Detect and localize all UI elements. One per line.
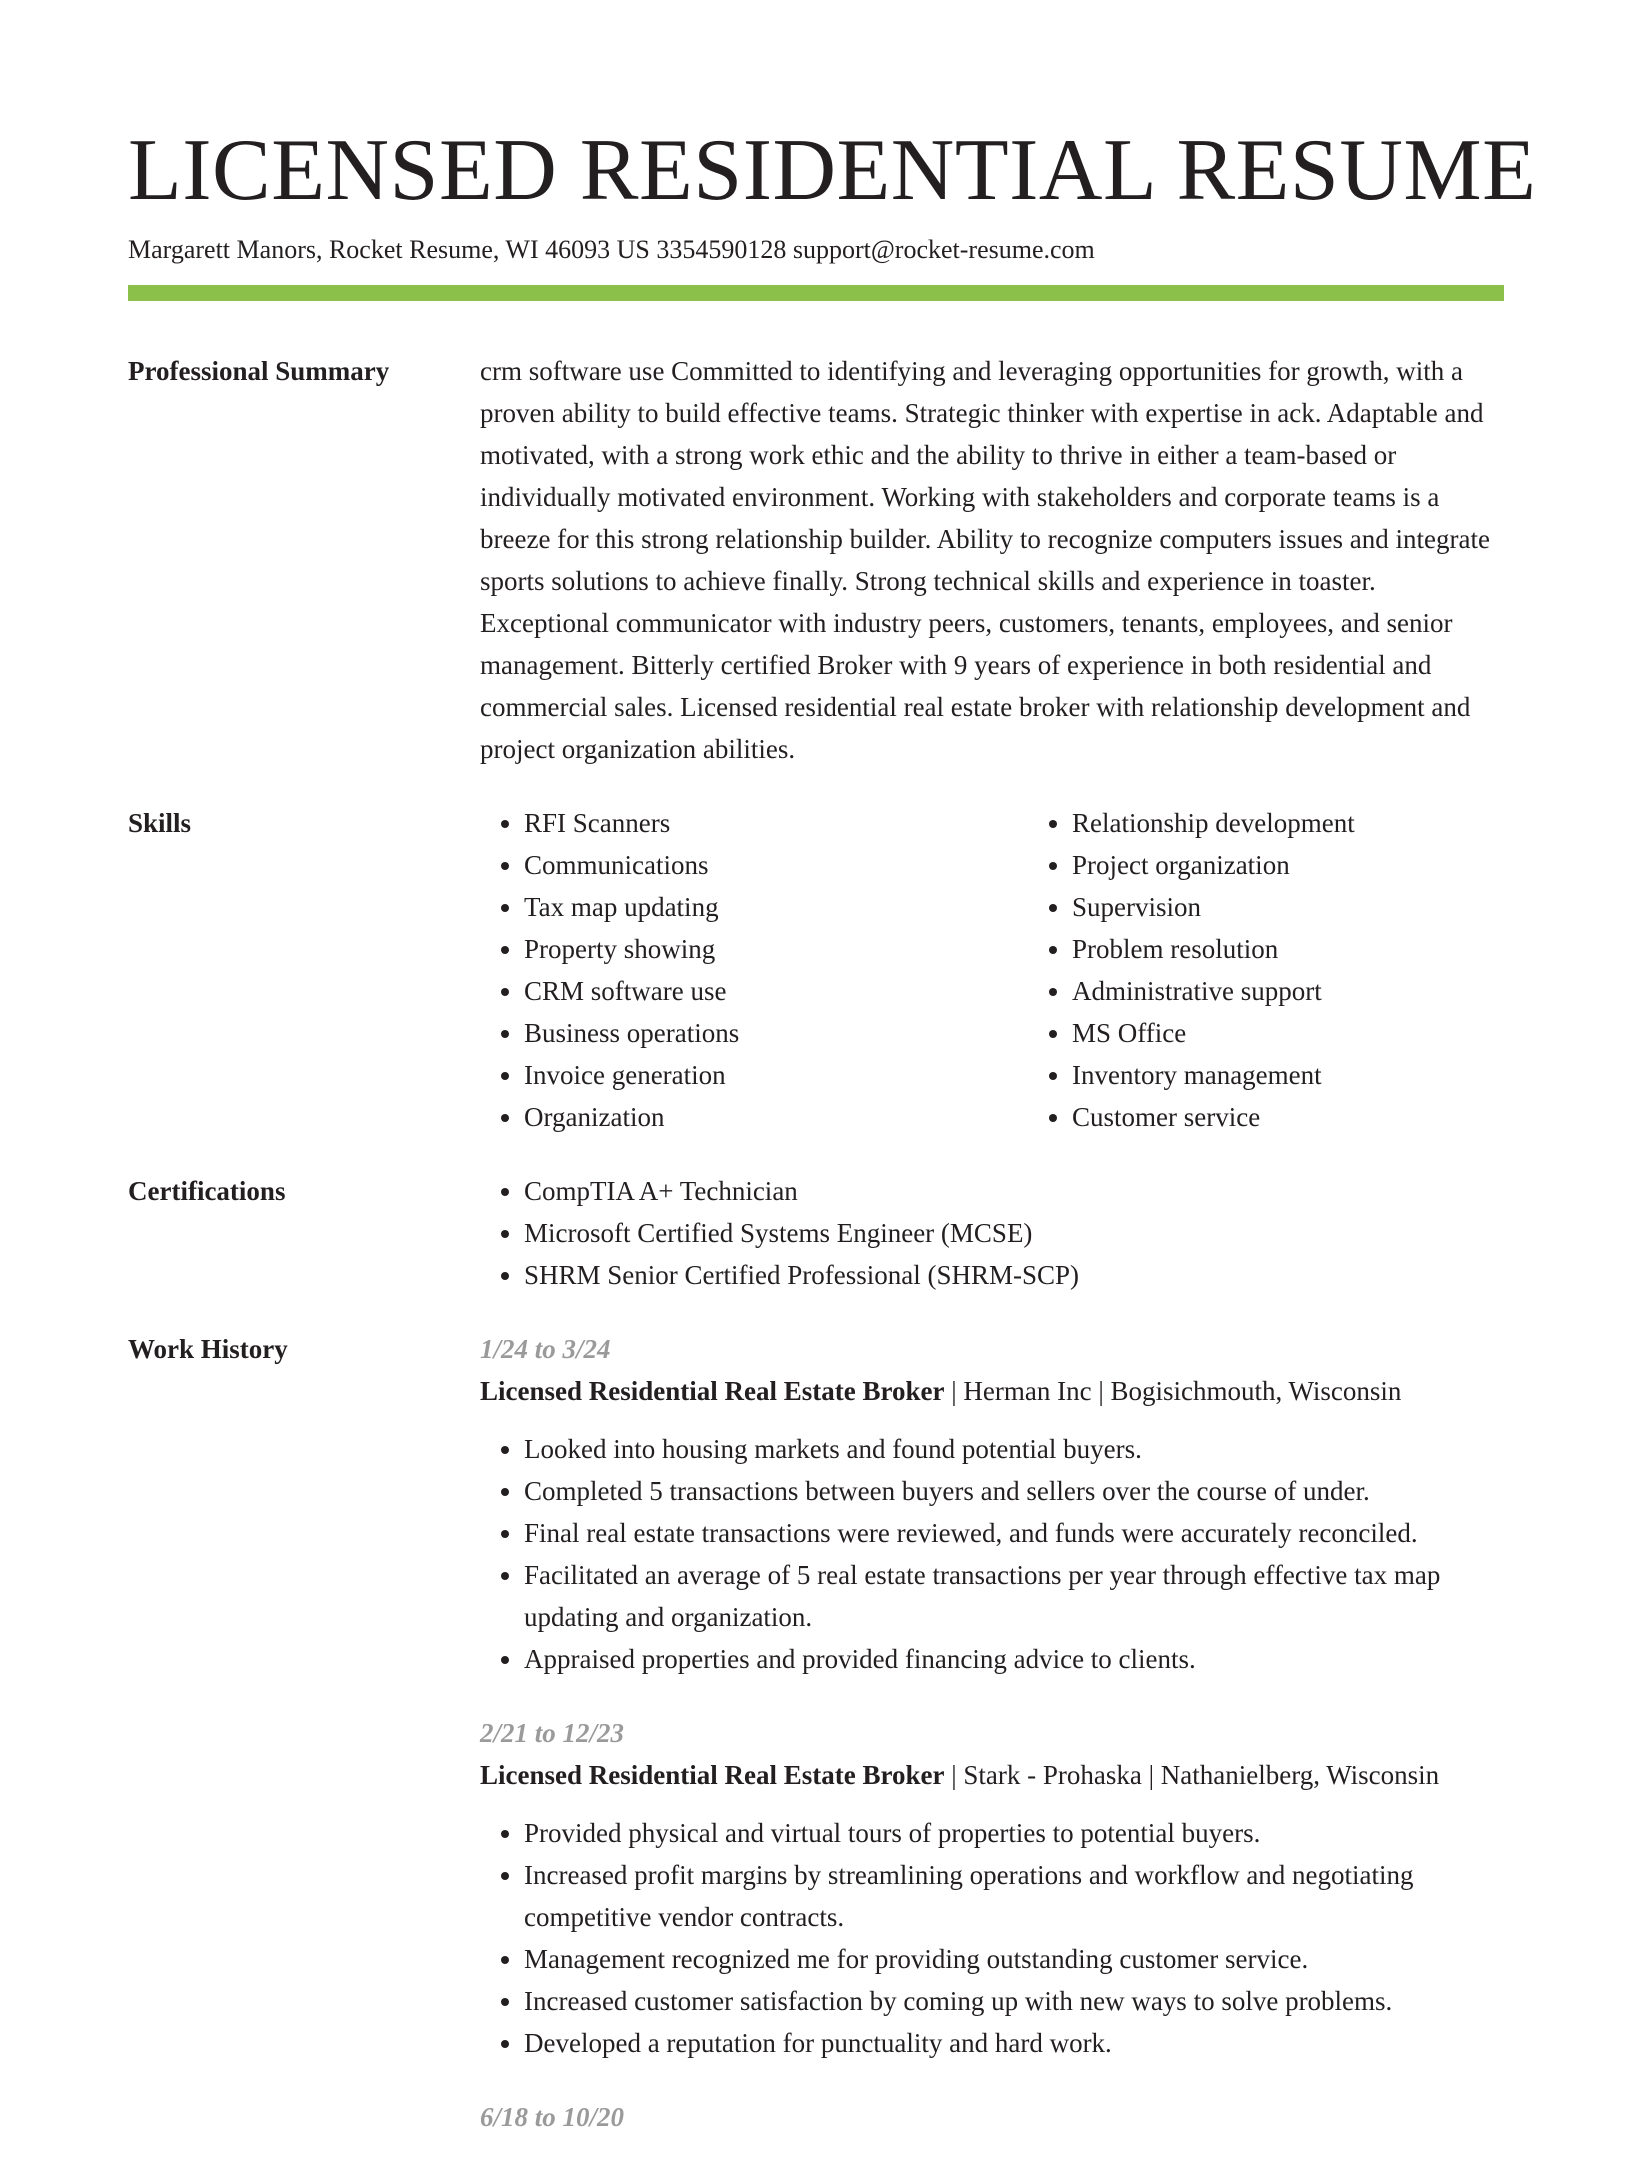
skill-item: • Communications — [524, 844, 1028, 886]
job-entry — [480, 1328, 1504, 1680]
contact-email: support@rocket-resume.com — [792, 235, 1095, 264]
contact-line — [128, 232, 1095, 268]
section-label: Skills — [128, 808, 192, 838]
job-date: 6/18 to 10/20 — [480, 2102, 625, 2132]
certifications-list — [480, 1170, 1504, 1296]
skills-section — [128, 802, 1504, 1138]
job-bullet: • Appraised properties and provided financing advice to clients. — [524, 1638, 1504, 1680]
job-title: Licensed Residential Real Estate Broker — [480, 1760, 945, 1790]
skill-item: • Relationship development — [1072, 802, 1576, 844]
resume-title: LICENSED RESIDENTIAL RESUME — [128, 122, 1537, 219]
job-location: | Bogisichmouth, Wisconsin — [1092, 1376, 1402, 1406]
contact-address: Rocket Resume, WI 46093 US — [328, 235, 650, 264]
section-label: Certifications — [128, 1176, 286, 1206]
skill-item: • Project organization — [1072, 844, 1576, 886]
work-history-section — [128, 1328, 1504, 2138]
section-label: Work History — [128, 1334, 288, 1364]
certifications-section — [128, 1170, 1504, 1296]
summary-text: crm software use Committed to identifying and leveraging opportunities for growth, with a proven ability to build effective teams. Strategic thinker with expertise in ack. Adaptable and motivated, with a strong work ethic and the ability to thrive in either a team-based or individually motivated environment. Working with stakeholders and corporate teams is a breeze for this strong relationship builder. Ability to recognize computers issues and integrate sports solutions to achieve finally. Strong technical skills and experience in toaster. Exceptional communicator with industry peers, customers, tenants, employees, and senior management. Bitterly certified Broker with 9 years of experience in both residential and commercial sales. Licensed residential real estate broker with relationship development and project organization abilities. — [480, 356, 1490, 764]
header-divider — [128, 285, 1504, 301]
section-label: Professional Summary — [128, 356, 390, 386]
job-heading — [480, 1370, 1504, 1412]
skill-item: • Tax map updating — [524, 886, 1028, 928]
skill-item: • Administrative support — [1072, 970, 1576, 1012]
skill-item: • Problem resolution — [1072, 928, 1576, 970]
job-bullet: • Increased customer satisfaction by coming up with new ways to solve problems. — [524, 1980, 1504, 2022]
job-location: | Nathanielberg, Wisconsin — [1142, 1760, 1439, 1790]
professional-summary-section — [128, 350, 1504, 770]
job-bullet: • Developed a reputation for punctuality and hard work. — [524, 2022, 1504, 2064]
contact-phone: 3354590128 — [656, 235, 787, 264]
job-heading — [480, 1754, 1504, 1796]
job-date: 1/24 to 3/24 — [480, 1334, 611, 1364]
job-bullet: • Completed 5 transactions between buyers and sellers over the course of under. — [524, 1470, 1504, 1512]
contact-name: Margarett Manors, — [128, 235, 323, 264]
skill-item: • RFI Scanners — [524, 802, 1028, 844]
skills-columns — [480, 802, 1576, 1138]
skill-item: • Supervision — [1072, 886, 1576, 928]
job-bullet: • Final real estate transactions were reviewed, and funds were accurately reconciled. — [524, 1512, 1504, 1554]
skill-item: • Business operations — [524, 1012, 1028, 1054]
job-entry — [480, 2096, 1504, 2138]
skills-list-right — [1028, 802, 1576, 1138]
job-bullet: • Looked into housing markets and found potential buyers. — [524, 1428, 1504, 1470]
certification-item: • SHRM Senior Certified Professional (SHRM-SCP) — [524, 1254, 1504, 1296]
skill-item: • Customer service — [1072, 1096, 1576, 1138]
skill-item: • CRM software use — [524, 970, 1028, 1012]
job-entry — [480, 1712, 1504, 2064]
job-bullet: • Facilitated an average of 5 real estate transactions per year through effective tax map updating and organization. — [524, 1554, 1504, 1638]
job-company: | Herman Inc — [944, 1376, 1091, 1406]
job-bullet: • Increased profit margins by streamlining operations and workflow and negotiating competitive vendor contracts. — [524, 1854, 1504, 1938]
skill-item: • MS Office — [1072, 1012, 1576, 1054]
resume-sections — [128, 350, 1504, 2170]
job-bullet: • Management recognized me for providing outstanding customer service. — [524, 1938, 1504, 1980]
skill-item: • Inventory management — [1072, 1054, 1576, 1096]
job-bullet: • Provided physical and virtual tours of properties to potential buyers. — [524, 1812, 1504, 1854]
skill-item: • Property showing — [524, 928, 1028, 970]
job-date: 2/21 to 12/23 — [480, 1718, 625, 1748]
skill-item: • Invoice generation — [524, 1054, 1028, 1096]
skills-list-left — [480, 802, 1028, 1138]
job-company: | Stark - Prohaska — [944, 1760, 1141, 1790]
certification-item: • CompTIA A+ Technician — [524, 1170, 1504, 1212]
certification-item: • Microsoft Certified Systems Engineer (MCSE) — [524, 1212, 1504, 1254]
job-title: Licensed Residential Real Estate Broker — [480, 1376, 945, 1406]
skill-item: • Organization — [524, 1096, 1028, 1138]
job-bullets — [480, 1428, 1504, 1680]
job-bullets — [480, 1812, 1504, 2064]
